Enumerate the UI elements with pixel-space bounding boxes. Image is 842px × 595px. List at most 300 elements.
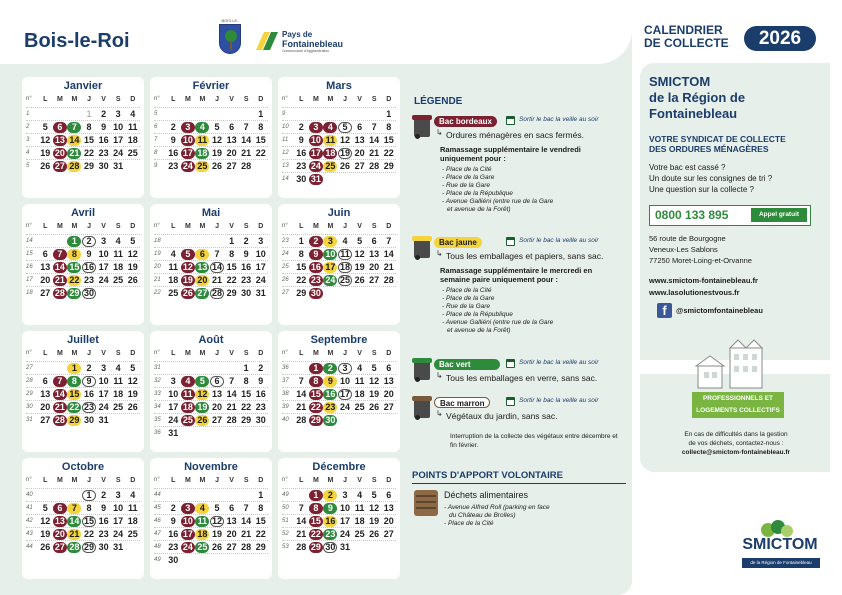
month-2 <box>150 77 272 198</box>
day-cell: 2 <box>243 235 249 246</box>
week-number: 42 <box>26 518 33 524</box>
weekday-header <box>282 96 396 106</box>
day-cell: 10 <box>310 134 321 145</box>
day-cell: 25 <box>197 541 208 552</box>
day-cell: 8 <box>86 502 92 513</box>
weekday-label: M <box>184 477 191 484</box>
weekday-label: M <box>56 96 63 103</box>
week-row <box>282 247 396 260</box>
weekday-label: D <box>130 96 136 103</box>
day-cell: 29 <box>69 287 80 298</box>
day-cell: 13 <box>383 375 394 386</box>
week-row <box>282 387 396 400</box>
weekday-label: S <box>115 350 121 357</box>
month-name: Juillet <box>67 334 99 346</box>
website-link[interactable]: www.smictom-fontainebleau.fr <box>649 276 758 285</box>
day-cell: 25 <box>168 287 179 298</box>
week-number: 22 <box>154 290 161 296</box>
day-cell: 23 <box>168 160 179 171</box>
week-row <box>282 374 396 387</box>
week-number: 21 <box>154 277 161 283</box>
day-cell: 3 <box>115 489 121 500</box>
day-cell: 5 <box>371 489 377 500</box>
day-cell: 28 <box>226 414 237 425</box>
day-cell: 2 <box>258 362 264 373</box>
week-number: 52 <box>282 531 289 537</box>
day-cell: 7 <box>67 122 81 133</box>
day-cell: 20 <box>369 261 380 272</box>
weekday-label: L <box>299 223 304 230</box>
weekday-label: n° <box>26 350 32 356</box>
day-cell: 13 <box>212 388 223 399</box>
day-cell: 25 <box>197 160 208 171</box>
calendar-icon <box>506 116 515 125</box>
day-cell: 1 <box>386 108 392 119</box>
weekday-label: M <box>184 223 191 230</box>
day-cell: 12 <box>369 375 380 386</box>
day-cell: 13 <box>40 261 51 272</box>
weekday-label: M <box>184 350 191 357</box>
week-row <box>154 159 268 172</box>
day-cell: 10 <box>98 248 109 259</box>
day-cell: 9 <box>101 121 107 132</box>
day-cell: 21 <box>54 274 65 285</box>
day-cell: 30 <box>241 287 252 298</box>
day-cell: 26 <box>212 160 223 171</box>
day-cell: 3 <box>258 235 264 246</box>
day-cell: 13 <box>54 515 65 526</box>
day-cell: 6 <box>229 502 235 513</box>
day-cell: 21 <box>369 147 380 158</box>
weekday-label: M <box>199 350 206 357</box>
day-cell: 18 <box>127 515 138 526</box>
day-cell: 23 <box>296 160 307 171</box>
day-cell: 18 <box>113 261 124 272</box>
day-cell: 14 <box>212 261 223 272</box>
week-row <box>282 273 396 286</box>
weekday-label: J <box>87 350 91 357</box>
day-cell: 9 <box>298 134 304 145</box>
day-cell: 1 <box>309 490 323 501</box>
legend-marron-label: Bac marron <box>434 397 490 408</box>
day-cell: 8 <box>258 502 264 513</box>
weekday-label: n° <box>282 96 288 102</box>
day-cell: 1 <box>258 489 264 500</box>
day-cell: 1 <box>67 363 81 374</box>
month-12 <box>278 458 400 579</box>
day-cell: 14 <box>383 248 394 259</box>
day-cell: 12 <box>212 515 223 526</box>
day-cell: 14 <box>54 261 65 272</box>
weekday-label: V <box>357 223 362 230</box>
day-cell: 19 <box>212 528 223 539</box>
day-cell: 8 <box>258 121 264 132</box>
weekday-label: V <box>229 477 234 484</box>
weekday-label: M <box>56 223 63 230</box>
day-cell: 25 <box>113 401 124 412</box>
week-number: 39 <box>282 404 289 410</box>
weekday-header <box>282 350 396 360</box>
interrupt-note: Interruption de la collecte des végétaux entre décembre et fin février. <box>450 433 618 449</box>
phone-number[interactable]: 0800 133 895 <box>655 208 729 222</box>
weekday-label: L <box>299 96 304 103</box>
day-cell: 8 <box>386 121 392 132</box>
day-cell: 2 <box>309 236 323 247</box>
weekday-label: J <box>215 477 219 484</box>
day-cell: 19 <box>197 401 208 412</box>
day-cell: 14 <box>226 388 237 399</box>
weekday-label: L <box>43 477 48 484</box>
day-cell: 11 <box>127 121 138 132</box>
weekday-label: D <box>130 223 136 230</box>
day-cell: 7 <box>53 249 67 260</box>
day-cell: 16 <box>255 388 266 399</box>
pav-divider <box>412 483 626 484</box>
day-cell: 30 <box>310 287 321 298</box>
weekday-label: L <box>43 96 48 103</box>
day-cell: 23 <box>241 274 252 285</box>
day-cell: 30 <box>296 173 307 184</box>
day-cell: 14 <box>69 134 80 145</box>
week-row <box>282 107 396 120</box>
legend-jaune-places: - Place de la Cité - Place de la Gare - Rue de la Gare - Place de la République - Avenue Galliéni (entre rue de la Gare et avenue de la Forêt) <box>442 287 554 334</box>
week-row <box>26 374 140 387</box>
day-cell: 18 <box>168 274 179 285</box>
pro-panel <box>640 374 830 472</box>
day-cell: 6 <box>42 248 48 259</box>
weekday-label: S <box>243 96 249 103</box>
day-cell: 4 <box>357 489 363 500</box>
week-number: 5 <box>26 163 30 169</box>
week-row <box>26 273 140 286</box>
day-cell: 29 <box>296 287 307 298</box>
day-cell: 22 <box>296 274 307 285</box>
day-cell: 12 <box>369 502 380 513</box>
week-number: 8 <box>154 150 158 156</box>
month-name: Avril <box>70 207 96 219</box>
day-cell: 2 <box>323 490 337 501</box>
legend-vert-desc: Tous les emballages en verre, sans sac. <box>446 373 598 383</box>
weekday-label: S <box>115 223 121 230</box>
day-cell: 27 <box>54 541 65 552</box>
day-cell: 1 <box>309 363 323 374</box>
week-number: 25 <box>282 264 289 270</box>
day-cell: 30 <box>325 414 336 425</box>
week-row <box>26 286 140 299</box>
weekday-label: J <box>343 350 347 357</box>
week-row <box>282 159 396 172</box>
week-number: 14 <box>282 176 289 182</box>
day-cell: 4 <box>115 362 121 373</box>
day-cell: 17 <box>340 388 351 399</box>
syndicat-title: VOTRE SYNDICAT DE COLLECTE DES ORDURES MÉNAGÈRES <box>649 134 786 154</box>
day-cell: 14 <box>296 388 307 399</box>
week-number: 51 <box>282 518 289 524</box>
day-cell: 27 <box>383 528 394 539</box>
day-cell: 27 <box>54 160 65 171</box>
month-10 <box>22 458 144 579</box>
month-name: Octobre <box>61 461 105 473</box>
day-cell: 22 <box>241 401 252 412</box>
day-cell: 16 <box>325 515 336 526</box>
day-cell: 11 <box>323 135 337 146</box>
weekday-label: n° <box>26 96 32 102</box>
weekday-label: V <box>229 96 234 103</box>
day-cell: 17 <box>255 261 266 272</box>
weekday-label: L <box>171 477 176 484</box>
day-cell: 22 <box>310 401 321 412</box>
week-number: 13 <box>282 163 289 169</box>
day-cell: 10 <box>340 375 351 386</box>
phone-box[interactable] <box>649 205 811 226</box>
day-cell: 9 <box>309 249 323 260</box>
month-name: Mars <box>326 80 352 92</box>
day-cell: 22 <box>255 147 266 158</box>
day-cell: 10 <box>182 134 193 145</box>
weekday-label: S <box>243 223 249 230</box>
day-cell: 6 <box>53 122 67 133</box>
weekday-label: L <box>171 96 176 103</box>
week-number: 12 <box>282 150 289 156</box>
town-crest-icon <box>218 18 242 58</box>
day-cell: 20 <box>40 401 51 412</box>
day-cell: 17 <box>113 134 124 145</box>
day-cell: 28 <box>212 287 223 298</box>
day-cell: 8 <box>86 121 92 132</box>
day-cell: 19 <box>369 515 380 526</box>
day-cell: 26 <box>369 528 380 539</box>
week-row <box>26 527 140 540</box>
day-cell: 20 <box>383 515 394 526</box>
day-cell: 22 <box>69 401 80 412</box>
day-cell: 17 <box>325 261 336 272</box>
day-cell: 3 <box>101 362 107 373</box>
day-cell: 22 <box>255 528 266 539</box>
weekday-label: S <box>115 477 121 484</box>
week-row <box>282 234 396 247</box>
legend-sortir: Sortir le bac la veille au soir <box>519 359 599 366</box>
weekday-label: L <box>171 350 176 357</box>
day-cell: 18 <box>354 388 365 399</box>
day-cell: 14 <box>69 515 80 526</box>
weekday-header <box>282 223 396 233</box>
day-cell: 9 <box>170 515 176 526</box>
weekday-label: M <box>312 223 319 230</box>
day-cell: 13 <box>369 248 380 259</box>
weekday-label: V <box>357 477 362 484</box>
day-cell: 20 <box>197 274 208 285</box>
legend-sortir: Sortir le bac la veille au soir <box>519 116 599 123</box>
weekday-header <box>26 477 140 487</box>
day-cell: 4 <box>342 235 348 246</box>
weekday-label: V <box>101 350 106 357</box>
day-cell: 23 <box>168 541 179 552</box>
day-cell: 31 <box>168 427 179 438</box>
week-number: 34 <box>154 404 161 410</box>
week-number: 28 <box>26 378 33 384</box>
week-number: 16 <box>26 264 33 270</box>
week-number: 49 <box>154 557 161 563</box>
week-row <box>26 234 140 247</box>
day-cell: 28 <box>54 414 65 425</box>
day-cell: 24 <box>113 147 124 158</box>
day-cell: 5 <box>357 235 363 246</box>
week-number: 11 <box>282 137 289 143</box>
day-cell: 3 <box>170 375 176 386</box>
weekday-label: D <box>258 350 264 357</box>
week-row <box>154 553 268 566</box>
day-cell: 10 <box>340 502 351 513</box>
day-cell: 12 <box>212 134 223 145</box>
arrow-icon: ↳ <box>436 249 443 258</box>
weekday-label: M <box>327 96 334 103</box>
week-number: 29 <box>26 391 33 397</box>
day-cell: 3 <box>338 363 352 374</box>
day-cell: 5 <box>214 502 220 513</box>
week-number: 37 <box>282 378 289 384</box>
day-cell: 12 <box>340 134 351 145</box>
day-cell: 14 <box>241 134 252 145</box>
day-cell: 5 <box>195 376 209 387</box>
week-number: 32 <box>154 378 161 384</box>
pav-title: POINTS D'APPORT VOLONTAIRE <box>412 470 563 481</box>
compost-bin-icon <box>414 490 438 516</box>
month-name: Février <box>192 80 230 92</box>
day-cell: 15 <box>69 388 80 399</box>
legend-jaune-extra: Ramassage supplémentaire le mercredi en semaine paire uniquement pour : <box>440 266 593 284</box>
week-row <box>26 540 140 553</box>
day-cell: 26 <box>369 401 380 412</box>
day-cell: 16 <box>168 147 179 158</box>
weekday-label: V <box>101 96 106 103</box>
day-cell: 6 <box>386 362 392 373</box>
day-cell: 11 <box>127 502 138 513</box>
month-11 <box>150 458 272 579</box>
day-cell: 24 <box>98 401 109 412</box>
month-name: Août <box>198 334 224 346</box>
day-cell: 13 <box>197 261 208 272</box>
facebook-handle[interactable]: @smictomfontainebleau <box>676 306 763 315</box>
day-cell: 20 <box>354 147 365 158</box>
day-cell: 11 <box>338 249 352 260</box>
day-cell: 26 <box>127 274 138 285</box>
weekday-label: L <box>43 223 48 230</box>
weekday-label: L <box>299 477 304 484</box>
day-cell: 7 <box>53 376 67 387</box>
day-cell: 5 <box>214 121 220 132</box>
website-link[interactable]: www.lasolutionestvous.fr <box>649 288 740 297</box>
week-row <box>26 260 140 273</box>
weekday-label: D <box>386 477 392 484</box>
day-cell: 4 <box>130 108 136 119</box>
day-cell: 23 <box>84 274 95 285</box>
week-number: 9 <box>154 163 158 169</box>
day-cell: 7 <box>214 248 220 259</box>
contact-email[interactable]: collecte@smictom-fontainebleau.fr <box>681 449 791 456</box>
facebook-icon[interactable]: f <box>657 303 672 318</box>
weekday-label: D <box>258 96 264 103</box>
weekday-label: D <box>130 477 136 484</box>
week-row <box>282 501 396 514</box>
day-cell: 2 <box>101 489 107 500</box>
week-number: 14 <box>26 238 33 244</box>
weekday-label: L <box>171 223 176 230</box>
day-cell: 3 <box>101 235 107 246</box>
day-cell: 16 <box>241 261 252 272</box>
weekday-label: D <box>386 223 392 230</box>
day-cell: 28 <box>54 287 65 298</box>
day-cell: 13 <box>354 134 365 145</box>
day-cell: 14 <box>369 134 380 145</box>
day-cell: 22 <box>226 274 237 285</box>
day-cell: 8 <box>229 248 235 259</box>
day-cell: 2 <box>170 121 176 132</box>
weekday-label: S <box>243 477 249 484</box>
day-cell: 29 <box>226 287 237 298</box>
day-cell: 17 <box>182 147 193 158</box>
day-cell: 28 <box>69 160 80 171</box>
day-cell: 19 <box>182 274 193 285</box>
day-cell: 15 <box>241 388 252 399</box>
day-cell: 12 <box>197 388 208 399</box>
month-name: Septembre <box>310 334 368 346</box>
day-cell: 23 <box>98 528 109 539</box>
day-cell: 11 <box>195 516 209 527</box>
week-number: 3 <box>26 137 30 143</box>
bin-bordeaux-icon <box>412 115 432 139</box>
day-cell: 7 <box>371 121 377 132</box>
weekday-label: J <box>215 223 219 230</box>
day-cell: 24 <box>168 414 179 425</box>
day-cell: 21 <box>296 528 307 539</box>
day-cell: 26 <box>127 401 138 412</box>
legend-bordeaux-extra: Ramassage supplémentaire le vendredi uniquement pour : <box>440 145 581 163</box>
day-cell: 21 <box>226 401 237 412</box>
day-cell: 17 <box>98 261 109 272</box>
day-cell: 15 <box>383 134 394 145</box>
day-cell: 30 <box>98 541 109 552</box>
day-cell: 7 <box>229 375 235 386</box>
week-number: 44 <box>154 492 161 498</box>
day-cell: 8 <box>67 376 81 387</box>
week-number: 7 <box>154 137 158 143</box>
day-cell: 16 <box>168 528 179 539</box>
day-cell: 23 <box>84 401 95 412</box>
day-cell: 18 <box>325 147 336 158</box>
month-name: Novembre <box>184 461 238 473</box>
weekday-label: J <box>343 96 347 103</box>
week-row <box>26 387 140 400</box>
weekday-label: J <box>343 223 347 230</box>
week-row <box>154 488 268 501</box>
day-cell: 11 <box>195 135 209 146</box>
day-cell: 3 <box>309 122 323 133</box>
day-cell: 29 <box>310 414 321 425</box>
day-cell: 7 <box>386 235 392 246</box>
day-cell: 4 <box>195 503 209 514</box>
week-number: 36 <box>154 430 161 436</box>
weekday-label: J <box>87 223 91 230</box>
day-cell: 7 <box>243 502 249 513</box>
day-cell: 16 <box>98 515 109 526</box>
day-cell: 9 <box>170 134 176 145</box>
day-cell: 6 <box>357 121 363 132</box>
weekday-label: n° <box>154 96 160 102</box>
week-number: 19 <box>154 251 161 257</box>
day-cell: 9 <box>323 503 337 514</box>
weekday-label: M <box>327 223 334 230</box>
day-cell: 27 <box>354 160 365 171</box>
